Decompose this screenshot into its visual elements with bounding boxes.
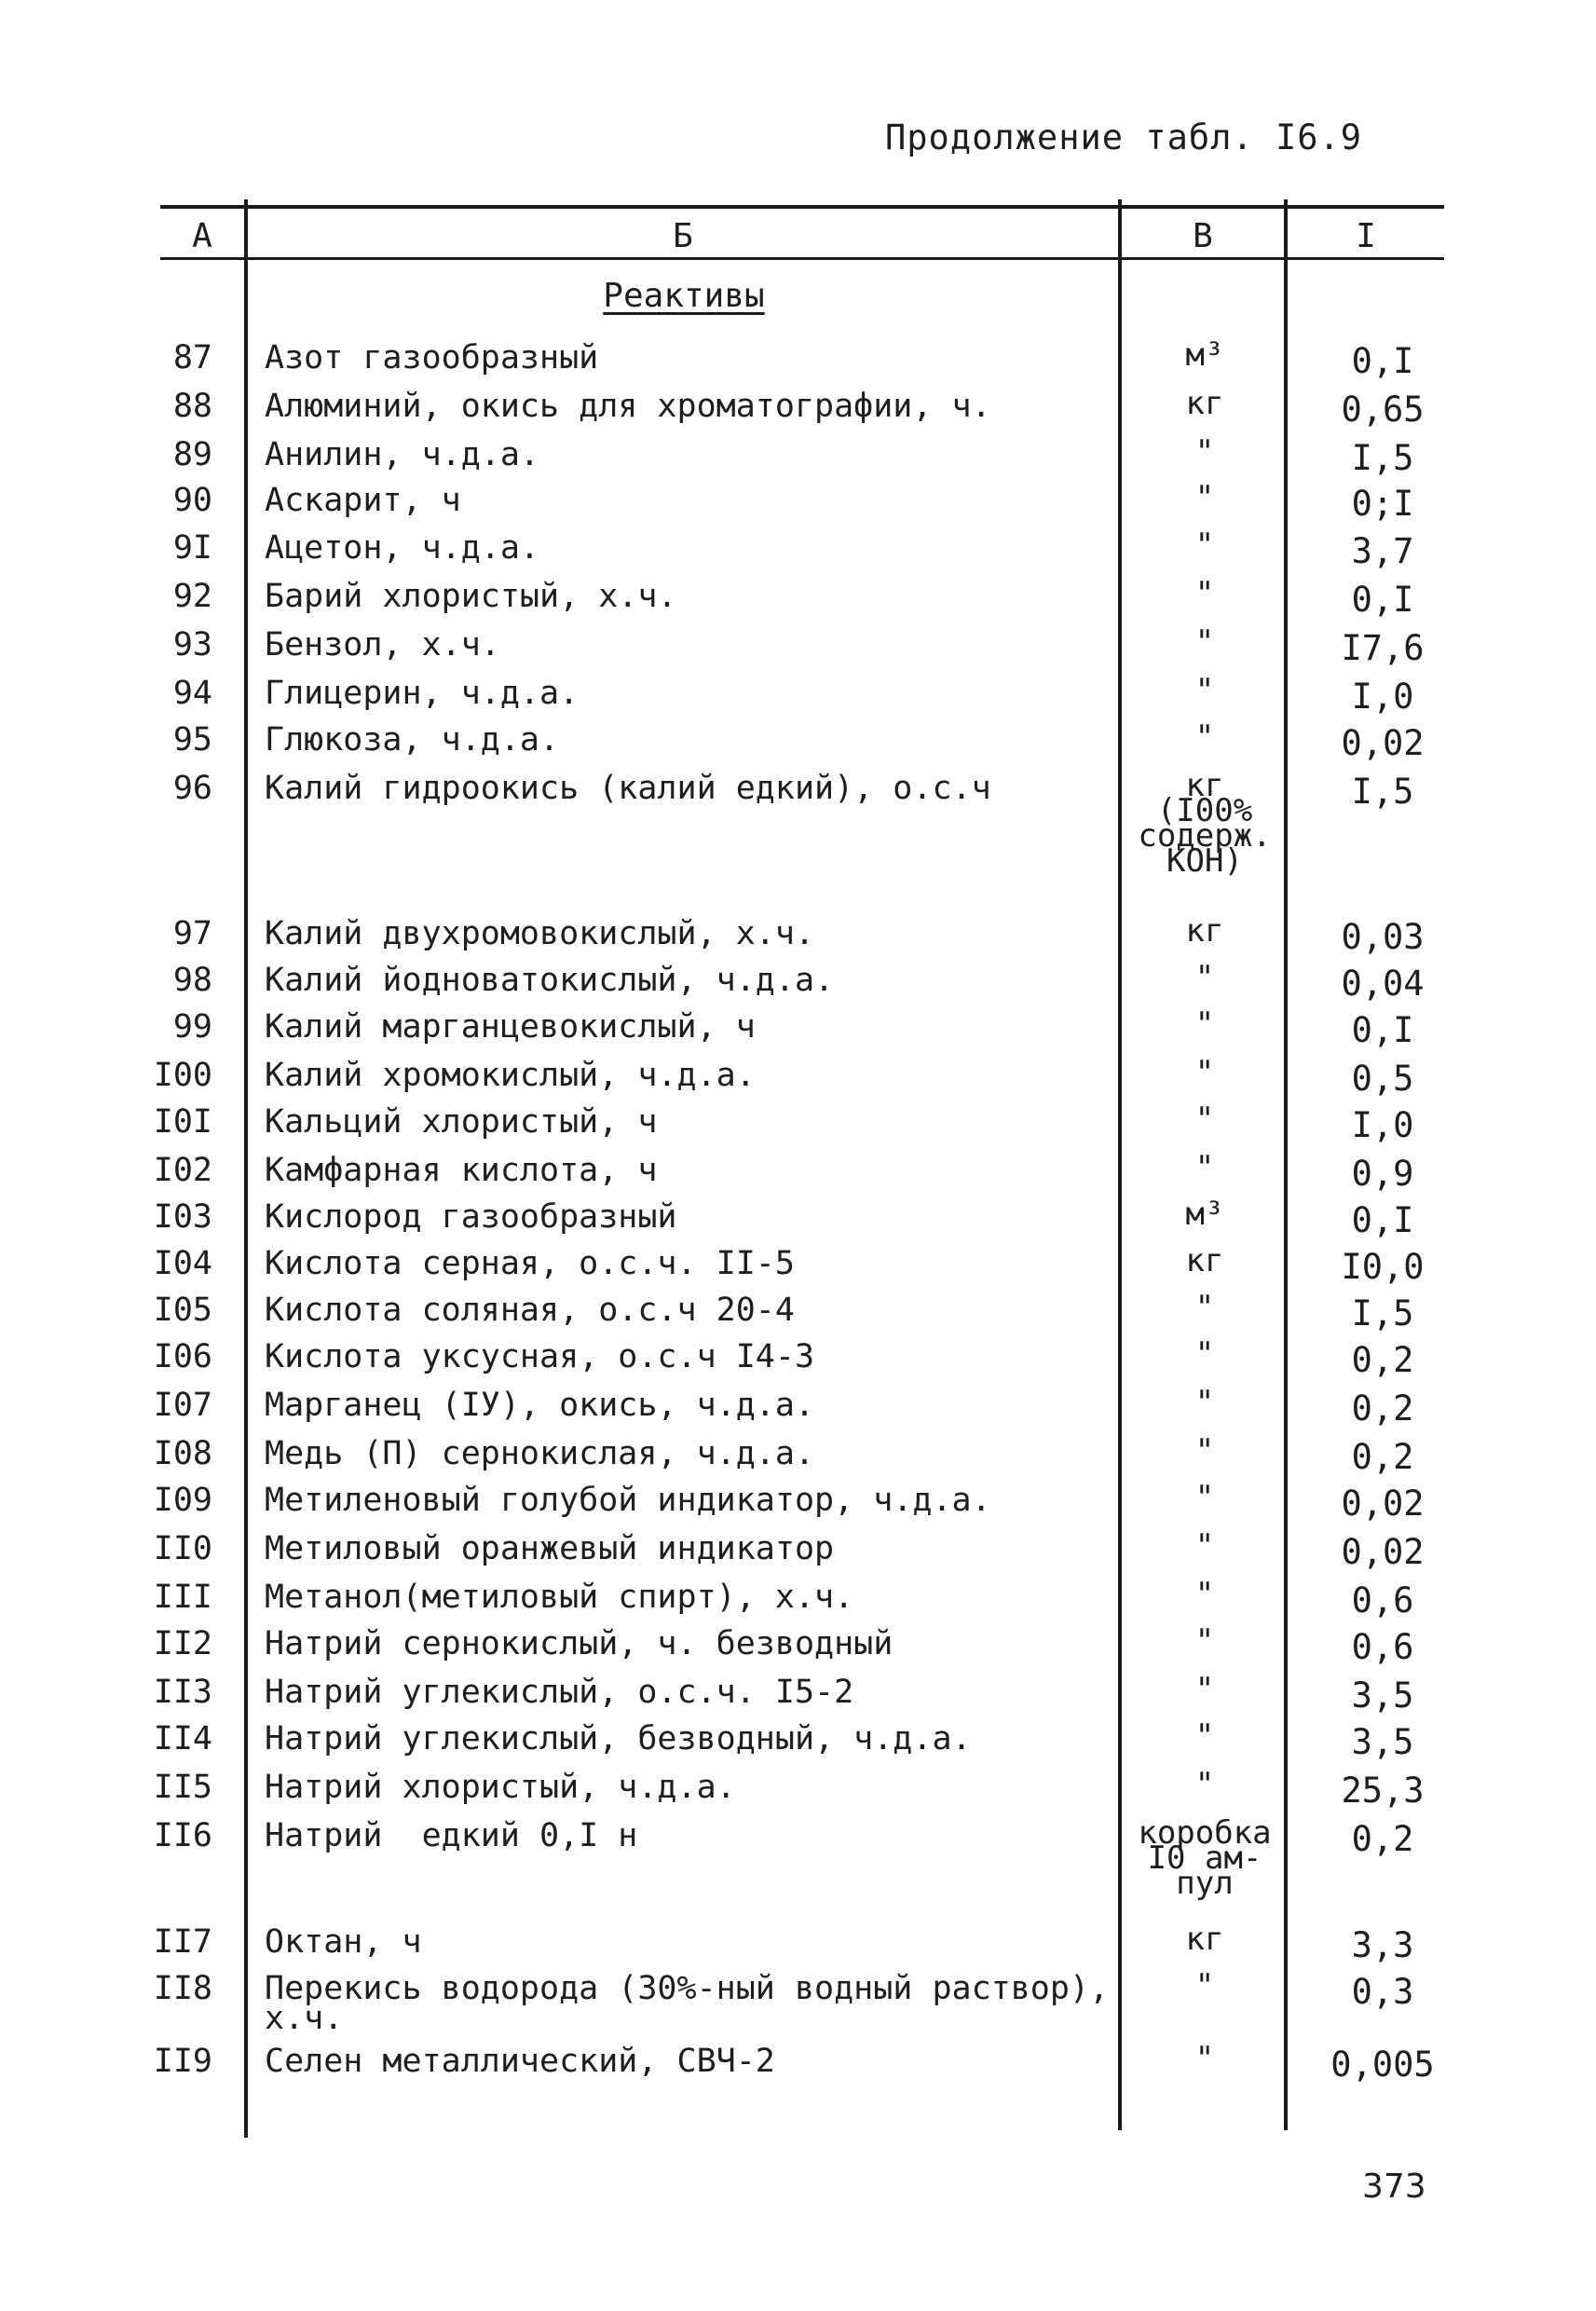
row-number: 94 [172,675,212,712]
row-number: 98 [172,962,212,999]
row-name: Натрий едкий 0,I н [265,1817,638,1854]
page-number: 373 [1362,2167,1426,2206]
row-number: 88 [172,388,212,425]
row-unit: " [1194,1717,1215,1755]
row-number: I06 [153,1338,212,1375]
row-number: I02 [153,1152,212,1189]
row-name: Метиловый оранжевый индикатор [265,1530,835,1567]
row-unit: " [1194,1622,1215,1660]
row-name: Кислота серная, о.с.ч. II-5 [265,1245,795,1282]
row-unit: " [1194,672,1215,709]
row-name: Калий гидроокись (калий едкий), о.с.ч [265,770,991,807]
row-quantity: 0,I [1351,1010,1414,1050]
row-quantity: 0,6 [1351,1580,1414,1620]
row-unit: м³ [1185,1196,1224,1233]
row-name: Азот газообразный [265,339,599,376]
row-number: I00 [153,1057,212,1094]
row-name: Аскарит, ч [265,482,461,519]
table-top-rule [160,205,1444,209]
row-number: 99 [172,1008,212,1046]
row-number: I09 [153,1482,212,1519]
row-unit: кг [1185,912,1224,950]
row-name: Ацетон, ч.д.а. [265,529,540,567]
row-unit: " [1194,1335,1215,1373]
row-name: Натрий сернокислый, ч. безводный [265,1625,893,1662]
header-col-c: В [1193,217,1213,255]
row-number: 97 [172,915,212,952]
row-name: Глицерин, ч.д.а. [265,675,580,712]
row-quantity: I,5 [1351,1293,1414,1333]
row-unit: " [1194,575,1215,612]
row-number: I08 [153,1435,212,1472]
row-unit: " [1194,1527,1215,1565]
continuation-title: Продолжение табл. I6.9 [885,117,1363,157]
row-quantity: I7,6 [1341,628,1425,668]
row-unit: " [1194,1576,1215,1613]
row-quantity: 0,005 [1330,2044,1435,2085]
row-unit: " [1194,1671,1215,1708]
row-quantity: 3,7 [1351,531,1414,571]
row-number: 89 [172,436,212,473]
row-name: Калий хромокислый, ч.д.а. [265,1057,756,1094]
row-name: Глюкоза, ч.д.а. [265,721,560,759]
row-quantity: 0,02 [1341,723,1425,763]
row-number: 87 [172,339,212,376]
row-quantity: 3,5 [1351,1722,1414,1762]
row-name: Октан, ч [265,1923,422,1961]
row-number: II4 [153,1720,212,1757]
row-quantity: 0,02 [1341,1484,1425,1524]
row-name: Медь (П) сернокислая, ч.д.а. [265,1435,815,1472]
row-name: Натрий углекислый, о.с.ч. I5-2 [265,1674,854,1711]
row-quantity: 0,3 [1351,1972,1414,2012]
row-unit: " [1194,1384,1215,1421]
row-unit: кг [1185,385,1224,422]
row-quantity: 0,04 [1341,964,1425,1004]
row-quantity: 0,5 [1351,1059,1414,1099]
row-number: II6 [153,1817,212,1854]
row-unit: " [1194,1005,1215,1043]
row-unit: " [1194,718,1215,756]
row-quantity: 0,02 [1341,1532,1425,1572]
row-unit: " [1194,959,1215,996]
row-name: Натрий углекислый, безводный, ч.д.а. [265,1720,972,1757]
row-unit: коробка I0 ам- пул [1138,1814,1272,1902]
row-name: Кислород газообразный [265,1198,677,1236]
row-number: I05 [153,1292,212,1329]
row-quantity: 0,2 [1351,1819,1414,1859]
row-quantity: 0,9 [1351,1154,1414,1194]
row-number: 90 [172,482,212,519]
row-quantity: 0;I [1351,484,1414,524]
section-title: Реактивы [603,277,765,315]
row-name: Барий хлористый, х.ч. [265,578,677,615]
row-unit: " [1194,479,1215,516]
header-col-a: А [192,217,212,255]
row-unit: " [1194,1479,1215,1516]
row-unit: " [1194,1149,1215,1186]
row-name: Камфарная кислота, ч [265,1152,658,1189]
row-unit: " [1194,526,1215,564]
row-quantity: 0,I [1351,580,1414,620]
row-unit: " [1194,1289,1215,1326]
row-quantity: 0,I [1351,341,1414,381]
table-header-rule [160,257,1444,260]
row-name: Кислота уксусная, о.с.ч I4-3 [265,1338,815,1375]
row-name: Селен металлический, СВЧ-2 [265,2043,775,2080]
row-unit: " [1194,1432,1215,1470]
row-unit: кг [1185,1921,1224,1958]
row-number: 93 [172,626,212,663]
row-number: II8 [153,1970,212,2007]
row-name: Натрий хлористый, ч.д.а. [265,1769,736,1806]
row-number: I04 [153,1245,212,1282]
row-name: Алюминий, окись для хроматографии, ч. [265,388,991,425]
row-name: Анилин, ч.д.а. [265,436,540,473]
row-unit: " [1194,1766,1215,1803]
row-name: Кальций хлористый, ч [265,1103,658,1141]
row-unit: " [1194,1101,1215,1138]
row-number: I07 [153,1387,212,1424]
row-unit: кг [1185,1242,1224,1279]
row-unit: " [1194,1054,1215,1091]
row-unit: " [1194,623,1215,661]
row-quantity: 0,65 [1341,390,1425,430]
row-quantity: 0,2 [1351,1340,1414,1380]
header-col-d: I [1356,217,1376,255]
row-name: Метанол(метиловый спирт), х.ч. [265,1579,854,1616]
row-number: II7 [153,1923,212,1961]
row-quantity: I,5 [1351,772,1414,812]
row-name: Перекись водорода (30%-ный водный раствор), х.ч. [265,1970,1110,2037]
row-number: II0 [153,1530,212,1567]
row-quantity: I0,0 [1341,1247,1425,1287]
row-quantity: I,0 [1351,677,1414,717]
row-name: Калий двухромовокислый, х.ч. [265,915,815,952]
header-col-b: Б [673,217,693,255]
row-quantity: 0,6 [1351,1627,1414,1667]
row-number: I03 [153,1198,212,1236]
row-number: II9 [153,2043,212,2080]
row-quantity: 25,3 [1341,1771,1425,1811]
row-quantity: 3,5 [1351,1675,1414,1716]
row-number: II3 [153,1674,212,1711]
row-number: II2 [153,1625,212,1662]
row-quantity: 0,2 [1351,1388,1414,1429]
column-divider-cd [1284,199,1288,2130]
row-quantity: 0,I [1351,1200,1414,1240]
row-name: Кислота соляная, о.с.ч 20-4 [265,1292,795,1329]
column-divider-ab [244,199,248,2138]
row-quantity: I,5 [1351,438,1414,478]
row-unit: м³ [1185,336,1224,374]
row-quantity: 0,03 [1341,917,1425,957]
row-number: I0I [153,1103,212,1141]
row-unit: " [1194,2040,1215,2077]
row-number: II5 [153,1769,212,1806]
row-unit: кг (I00% содерж. КОН) [1138,767,1272,880]
row-unit: " [1194,1967,1215,2004]
row-quantity: 0,2 [1351,1437,1414,1477]
row-number: 9I [172,529,212,567]
row-unit: " [1194,433,1215,471]
row-number: III [153,1579,212,1616]
row-name: Марганец (IУ), окись, ч.д.а. [265,1387,815,1424]
row-name: Бензол, х.ч. [265,626,500,663]
row-name: Метиленовый голубой индикатор, ч.д.а. [265,1482,991,1519]
row-quantity: I,0 [1351,1105,1414,1145]
row-number: 95 [172,721,212,759]
row-quantity: 3,3 [1351,1925,1414,1965]
row-name: Калий йодноватокислый, ч.д.а. [265,962,835,999]
row-number: 92 [172,578,212,615]
row-number: 96 [172,770,212,807]
row-name: Калий марганцевокислый, ч [265,1008,756,1046]
